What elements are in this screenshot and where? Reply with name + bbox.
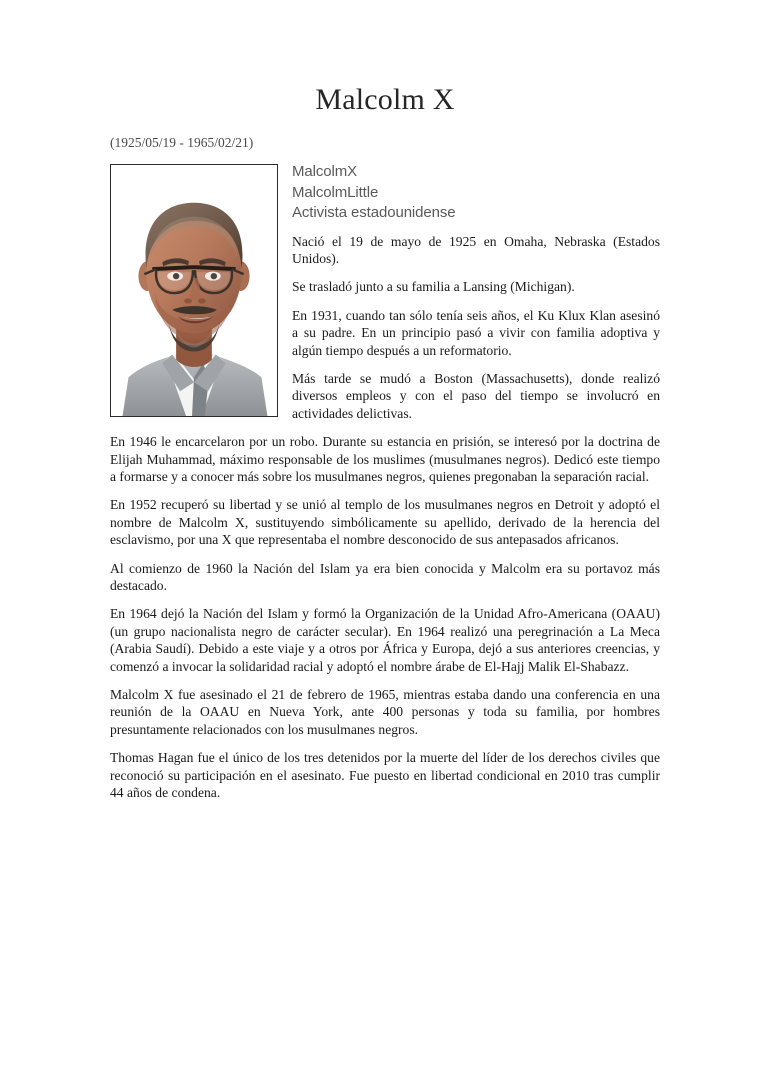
person-name-primary: MalcolmX xyxy=(292,163,358,180)
paragraph: Se trasladó junto a su familia a Lansing (Michigan). xyxy=(292,279,575,295)
portrait-photo xyxy=(110,164,278,417)
document-content xyxy=(110,82,660,801)
page-title: Malcolm X xyxy=(315,83,455,116)
paragraph: En 1946 le encarcelaron por un robo. Durante su estancia en prisión, se interesó por la doctrina de Elijah Muhammad, máximo responsable de los muslimes (musulmanes negros). Dedicó este tiempo a formarse y a conocer más sobre los musulmanes negros, quienes pregonaban la separación racial. xyxy=(110,434,660,484)
paragraph: Al comienzo de 1960 la Nación del Islam ya era bien conocida y Malcolm era su portavoz más destacado. xyxy=(110,560,660,593)
paragraph: En 1931, cuando tan sólo tenía seis años, el Ku Klux Klan asesinó a su padre. En un principio pasó a vivir con familia adoptiva y algún tiempo después a un reformatorio. xyxy=(292,307,660,358)
paragraph: Malcolm X fue asesinado el 21 de febrero de 1965, mientras estaba dando una conferencia en una reunión de la OAAU en Nueva York, ante 400 personas y toda su familia, por hombres presuntamente relacionados con los musulmanes negros. xyxy=(110,687,660,737)
paragraph: En 1952 recuperó su libertad y se unió al templo de los musulmanes negros en Detroit y adoptó el nombre de Malcolm X, sustituyendo simbólicamente su apellido, derivado de la herencia del esclavismo, por una X que representaba el nombre desconocido de sus antepasados africanos. xyxy=(110,497,660,548)
paragraph: Thomas Hagan fue el único de los tres detenidos por la muerte del líder de los derechos civiles que reconoció su participación en el asesinato. Fue puesto en libertad condicional en 2010 tras cumplir 44 años de condena. xyxy=(110,750,660,801)
paragraph: Nació el 19 de mayo de 1925 en Omaha, Nebraska (Estados Unidos). xyxy=(292,233,660,266)
paragraph: Más tarde se mudó a Boston (Massachusetts), donde realizó diversos empleos y con el paso del tiempo se involucró en actividades delictivas. xyxy=(292,370,660,421)
portrait-illustration xyxy=(111,165,277,416)
person-occupation: Activista estadounidense xyxy=(292,204,456,221)
bio-body xyxy=(110,162,660,801)
life-dates: (1925/05/19 - 1965/02/21) xyxy=(110,135,254,150)
paragraph: En 1964 dejó la Nación del Islam y formó la Organización de la Unidad Afro-Americana (OAAU) (un grupo nacionalista negro de carácter secular). En 1964 realizó una peregrinación a La Meca (Arabia Saudí). Debido a este viaje y a otros por África y Europa, dejó a sus anteriores creencias, y comenzó a invocar la solidaridad racial y adoptó el nombre árabe de El-Hajj Malik El-Shabazz. xyxy=(110,606,660,674)
person-name-birth: MalcolmLittle xyxy=(292,183,379,201)
